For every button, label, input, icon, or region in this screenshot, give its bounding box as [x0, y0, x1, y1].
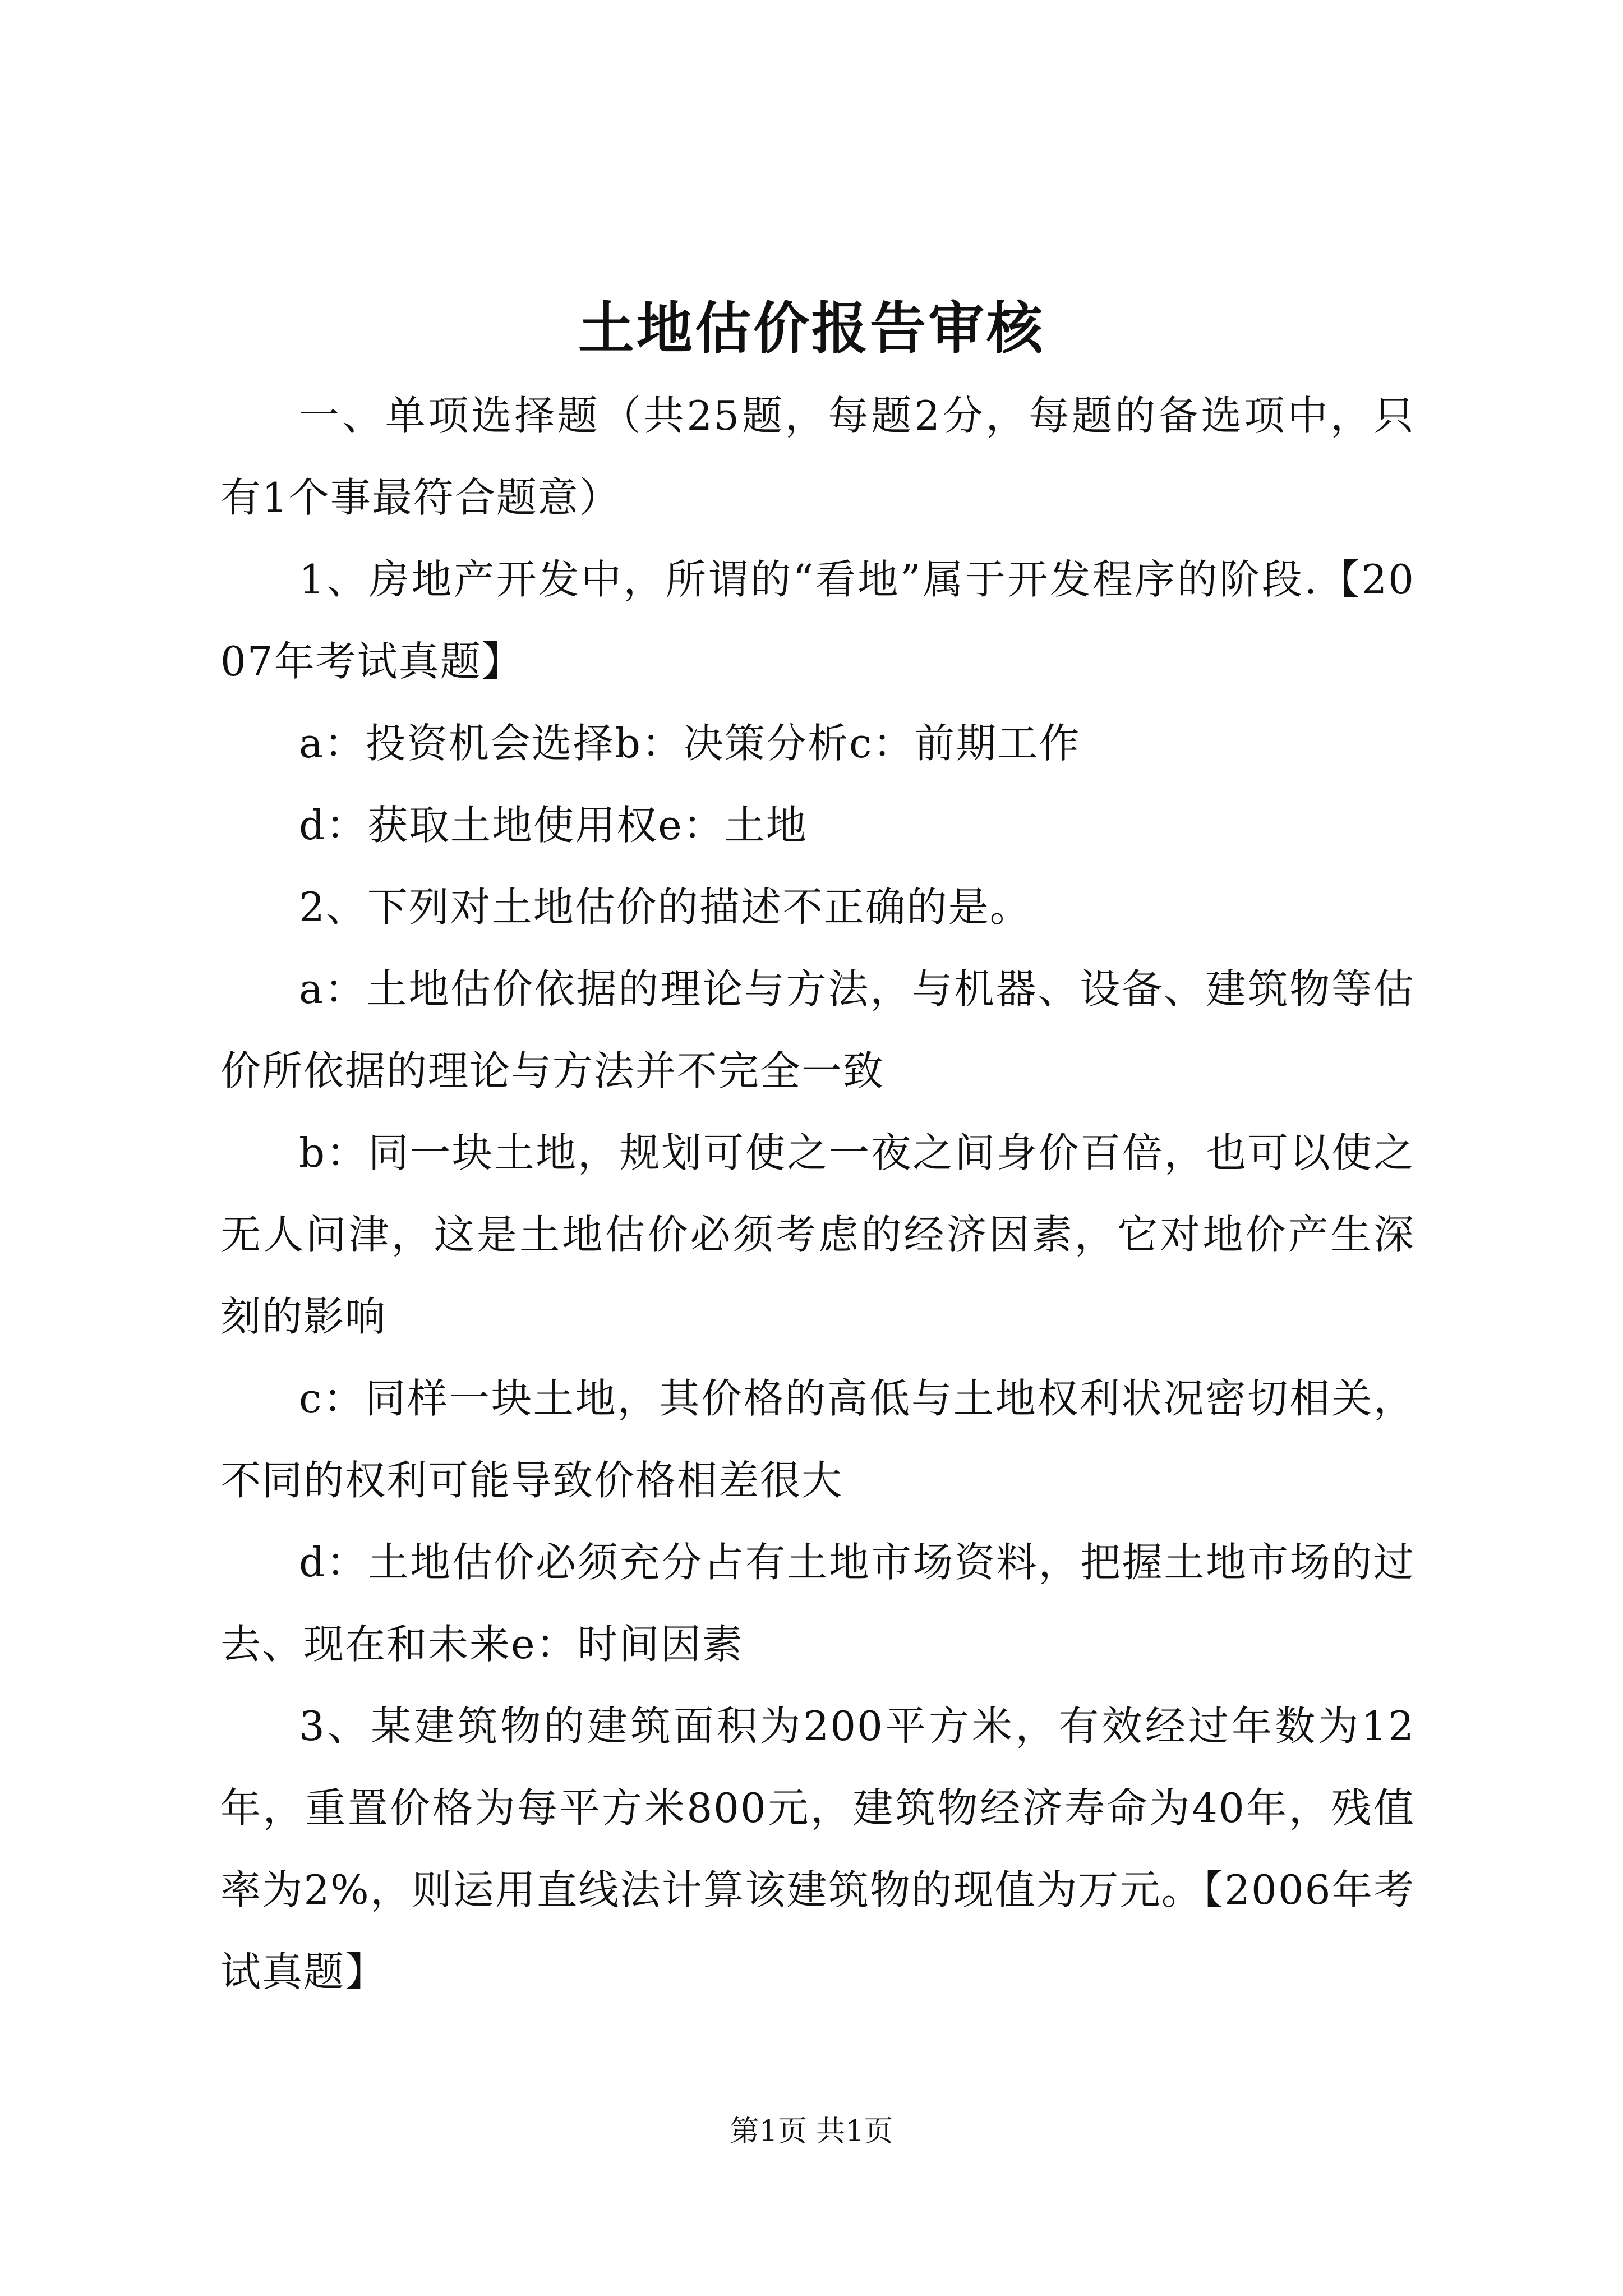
question-1-options-a-c: a：投资机会选择b：决策分析c：前期工作: [299, 720, 1081, 767]
question-1-options-d-e: d：获取土地使用权e：土地: [299, 802, 808, 849]
question-2: 2、下列对土地估价的描述不正确的是。: [299, 884, 1031, 931]
question-2-option-a: a：土地估价依据的理论与方法，与机器、设备、建筑物等估价所依据的理论与方法并不完全一致: [220, 965, 1415, 1094]
question-2-option-b: b：同一块土地，规划可使之一夜之间身价百倍，也可以使之无人问津，这是土地估价必须考虑的经济因素，它对地价产生深刻的影响: [220, 1129, 1415, 1340]
section-heading: 一、单项选择题（共25题，每题2分，每题的备选项中，只有1个事最符合题意）: [220, 392, 1415, 521]
question-2-option-c: c：同样一块土地，其价格的高低与土地权利状况密切相关，不同的权利可能导致价格相差很大: [220, 1375, 1415, 1504]
document-title: 土地估价报告审核: [578, 295, 1045, 361]
question-2-options-d-e: d：土地估价必须充分占有土地市场资料，把握土地市场的过去、现在和未来e：时间因素: [220, 1539, 1415, 1668]
document-body: [220, 375, 1415, 2013]
page-footer: 第1页 共1页: [730, 2115, 893, 2148]
question-3: 3、某建筑物的建筑面积为200平方米，有效经过年数为12年，重置价格为每平方米800元，建筑物经济寿命为40年，残值率为2%，则运用直线法计算该建筑物的现值为万元。【2006年考试真题】: [220, 1703, 1415, 1995]
question-1: 1、房地产开发中，所谓的“看地”属于开发程序的阶段.【2007年考试真题】: [220, 556, 1415, 685]
